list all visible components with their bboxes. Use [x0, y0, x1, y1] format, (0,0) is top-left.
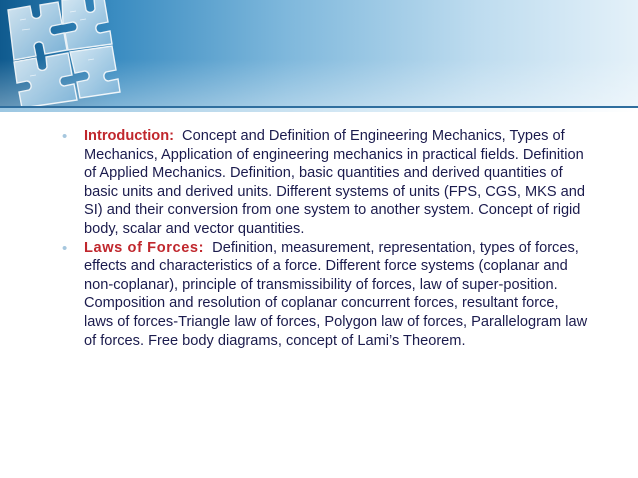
puzzle-pieces-icon	[0, 0, 122, 108]
bullet-heading: Laws of Forces:	[84, 239, 205, 256]
header-divider-light	[0, 108, 638, 112]
bullet-item-laws-of-forces	[60, 239, 590, 351]
bullet-list	[60, 127, 590, 350]
bullet-item-introduction	[60, 127, 590, 239]
bullet-dot-icon: •	[62, 128, 68, 145]
bullet-paragraph	[84, 127, 590, 239]
bullet-body: Definition, measurement, representation, types of forces, effects and characteristics of a force. Different force systems (coplanar and non-coplanar), principle of transmissibility of forces, law of super-position. Composition and resolution of coplanar concurrent forces, resultant force, laws of forces-Triangle law of forces, Polygon law of forces, Parallelogram law of forces. Free body diagrams, concept of Lami’s Theorem.	[84, 239, 588, 349]
bullet-dot-icon: •	[62, 239, 68, 257]
bullet-heading: Introduction:	[84, 128, 174, 144]
bullet-body: Concept and Definition of Engineering Mechanics, Types of Mechanics, Application of engineering mechanics in practical fields. Definition of Applied Mechanics. Definition, basic quantities and derived quantities of basic units and derived units. Different systems of units (FPS, CGS, MKS and SI) and their conversion from one system to another system. Concept of rigid body, scalar and vector quantities.	[84, 128, 585, 237]
bullet-paragraph	[84, 239, 590, 351]
